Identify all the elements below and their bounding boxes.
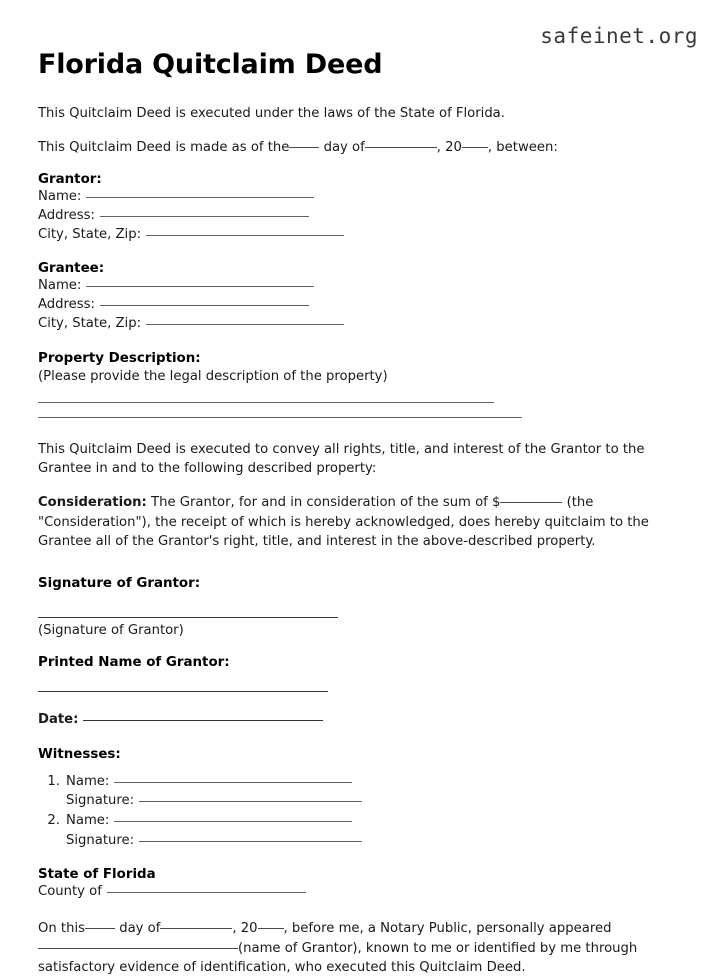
- month-blank[interactable]: [365, 147, 437, 148]
- notary-line1c: , 20: [232, 920, 258, 936]
- notary-line2: (name of Grantor), known to me or identified by me through: [238, 940, 638, 956]
- grantor-city-row: [38, 226, 690, 245]
- day-blank[interactable]: [289, 147, 319, 148]
- grantee-city-row: [38, 315, 690, 334]
- consideration-part1: The Grantor, for and in consideration of the sum of $: [151, 495, 501, 511]
- grantor-city-label: City, State, Zip:: [38, 226, 142, 242]
- grantor-name-label: Name:: [38, 189, 82, 205]
- grantor-name-input[interactable]: [86, 197, 314, 198]
- notary-line1d: , before me, a Notary Public, personally appeared: [283, 920, 612, 936]
- grantor-heading: Grantor:: [38, 172, 102, 188]
- witness-1-signature-input[interactable]: [139, 801, 362, 802]
- property-description-instruction: (Please provide the legal description of the property): [38, 368, 388, 384]
- grantee-name-label: Name:: [38, 278, 82, 294]
- property-description-block: [38, 351, 690, 418]
- grantee-address-row: [38, 296, 690, 315]
- grantor-address-input[interactable]: [100, 216, 309, 217]
- property-description-heading: Property Description:: [38, 350, 201, 366]
- grantor-address-row: [38, 207, 690, 226]
- signature-caption: (Signature of Grantor): [38, 623, 184, 639]
- notary-month-blank[interactable]: [160, 928, 232, 929]
- date-input[interactable]: [83, 720, 323, 721]
- notary-block: [38, 867, 690, 978]
- witnesses-list: [38, 772, 690, 850]
- witness-2-signature-label: Signature:: [66, 832, 135, 848]
- witness-1-name-input[interactable]: [114, 782, 352, 783]
- witness-2-signature-input[interactable]: [139, 841, 362, 842]
- document-content: [38, 50, 690, 978]
- notary-county-label: County of: [38, 884, 102, 900]
- grantor-signature-line[interactable]: [38, 617, 338, 618]
- witness-1-signature-label: Signature:: [66, 793, 135, 809]
- grantee-heading: Grantee:: [38, 261, 105, 277]
- intro2-part1: This Quitclaim Deed is made as of the: [38, 139, 290, 155]
- notary-line3: satisfactory evidence of identification, who executed this Quitclaim Deed.: [38, 960, 526, 976]
- notary-county-row: [38, 883, 690, 902]
- date-label: Date:: [38, 712, 79, 728]
- intro-paragraph-1: This Quitclaim Deed is executed under the laws of the State of Florida.: [38, 105, 505, 121]
- witness-1-signature-row: [38, 791, 690, 811]
- witness-2-name-input[interactable]: [114, 821, 352, 822]
- intro-paragraph-2: [38, 138, 690, 157]
- grantee-address-input[interactable]: [100, 305, 309, 306]
- page-title: Florida Quitclaim Deed: [38, 49, 383, 80]
- witness-2-number: 2.: [47, 813, 60, 829]
- consideration-part2: (the "Consideration"), the receipt of which is hereby acknowledged, does hereby quitclaim to the Grantee all of the Grantor's right, title, and interest in the above-described property.: [38, 495, 649, 549]
- date-row: [38, 711, 690, 730]
- grantor-address-label: Address:: [38, 207, 95, 223]
- year-blank[interactable]: [462, 147, 488, 148]
- grantee-city-label: City, State, Zip:: [38, 315, 142, 331]
- site-watermark: safeinet.org: [540, 24, 698, 48]
- grantee-city-input[interactable]: [146, 324, 344, 325]
- consideration-amount-blank[interactable]: [500, 502, 562, 503]
- witness-1-name-label: Name:: [66, 773, 110, 789]
- intro2-part4: , between:: [487, 139, 558, 155]
- witness-1-number: 1.: [47, 773, 60, 789]
- witness-1-name-row: [38, 772, 690, 792]
- grantor-name-row: [38, 188, 690, 207]
- witness-2-name-row: [38, 811, 690, 831]
- property-description-line-1[interactable]: [38, 402, 494, 403]
- list-item: [38, 811, 690, 850]
- conveyance-paragraph: This Quitclaim Deed is executed to convey all rights, title, and interest of the Grantor to the Grantee in and to the following described property:: [38, 441, 645, 477]
- consideration-label: Consideration:: [38, 495, 147, 511]
- notary-state-heading: State of Florida: [38, 867, 156, 883]
- notary-year-blank[interactable]: [258, 928, 284, 929]
- consideration-paragraph: [38, 493, 690, 551]
- notary-line1a: On this: [38, 920, 85, 936]
- printed-name-block: [38, 655, 690, 692]
- grantee-block: [38, 261, 690, 333]
- notary-grantor-name-blank[interactable]: [38, 948, 238, 949]
- witnesses-block: [38, 747, 690, 850]
- intro2-part3: , 20: [436, 139, 462, 155]
- notary-line1b: day of: [119, 920, 161, 936]
- signature-heading: Signature of Grantor:: [38, 576, 201, 592]
- grantee-address-label: Address:: [38, 297, 95, 313]
- grantee-name-input[interactable]: [86, 286, 314, 287]
- notary-county-input[interactable]: [107, 892, 306, 893]
- grantor-city-input[interactable]: [146, 235, 344, 236]
- notary-acknowledgment: [38, 919, 690, 978]
- intro2-part2: day of: [323, 139, 365, 155]
- grantee-name-row: [38, 277, 690, 296]
- printed-name-heading: Printed Name of Grantor:: [38, 655, 230, 671]
- witness-2-name-label: Name:: [66, 813, 110, 829]
- notary-day-blank[interactable]: [85, 928, 115, 929]
- list-item: [38, 772, 690, 811]
- witness-2-signature-row: [38, 831, 690, 851]
- grantor-block: [38, 172, 690, 244]
- witnesses-heading: Witnesses:: [38, 746, 121, 762]
- signature-block: [38, 576, 690, 638]
